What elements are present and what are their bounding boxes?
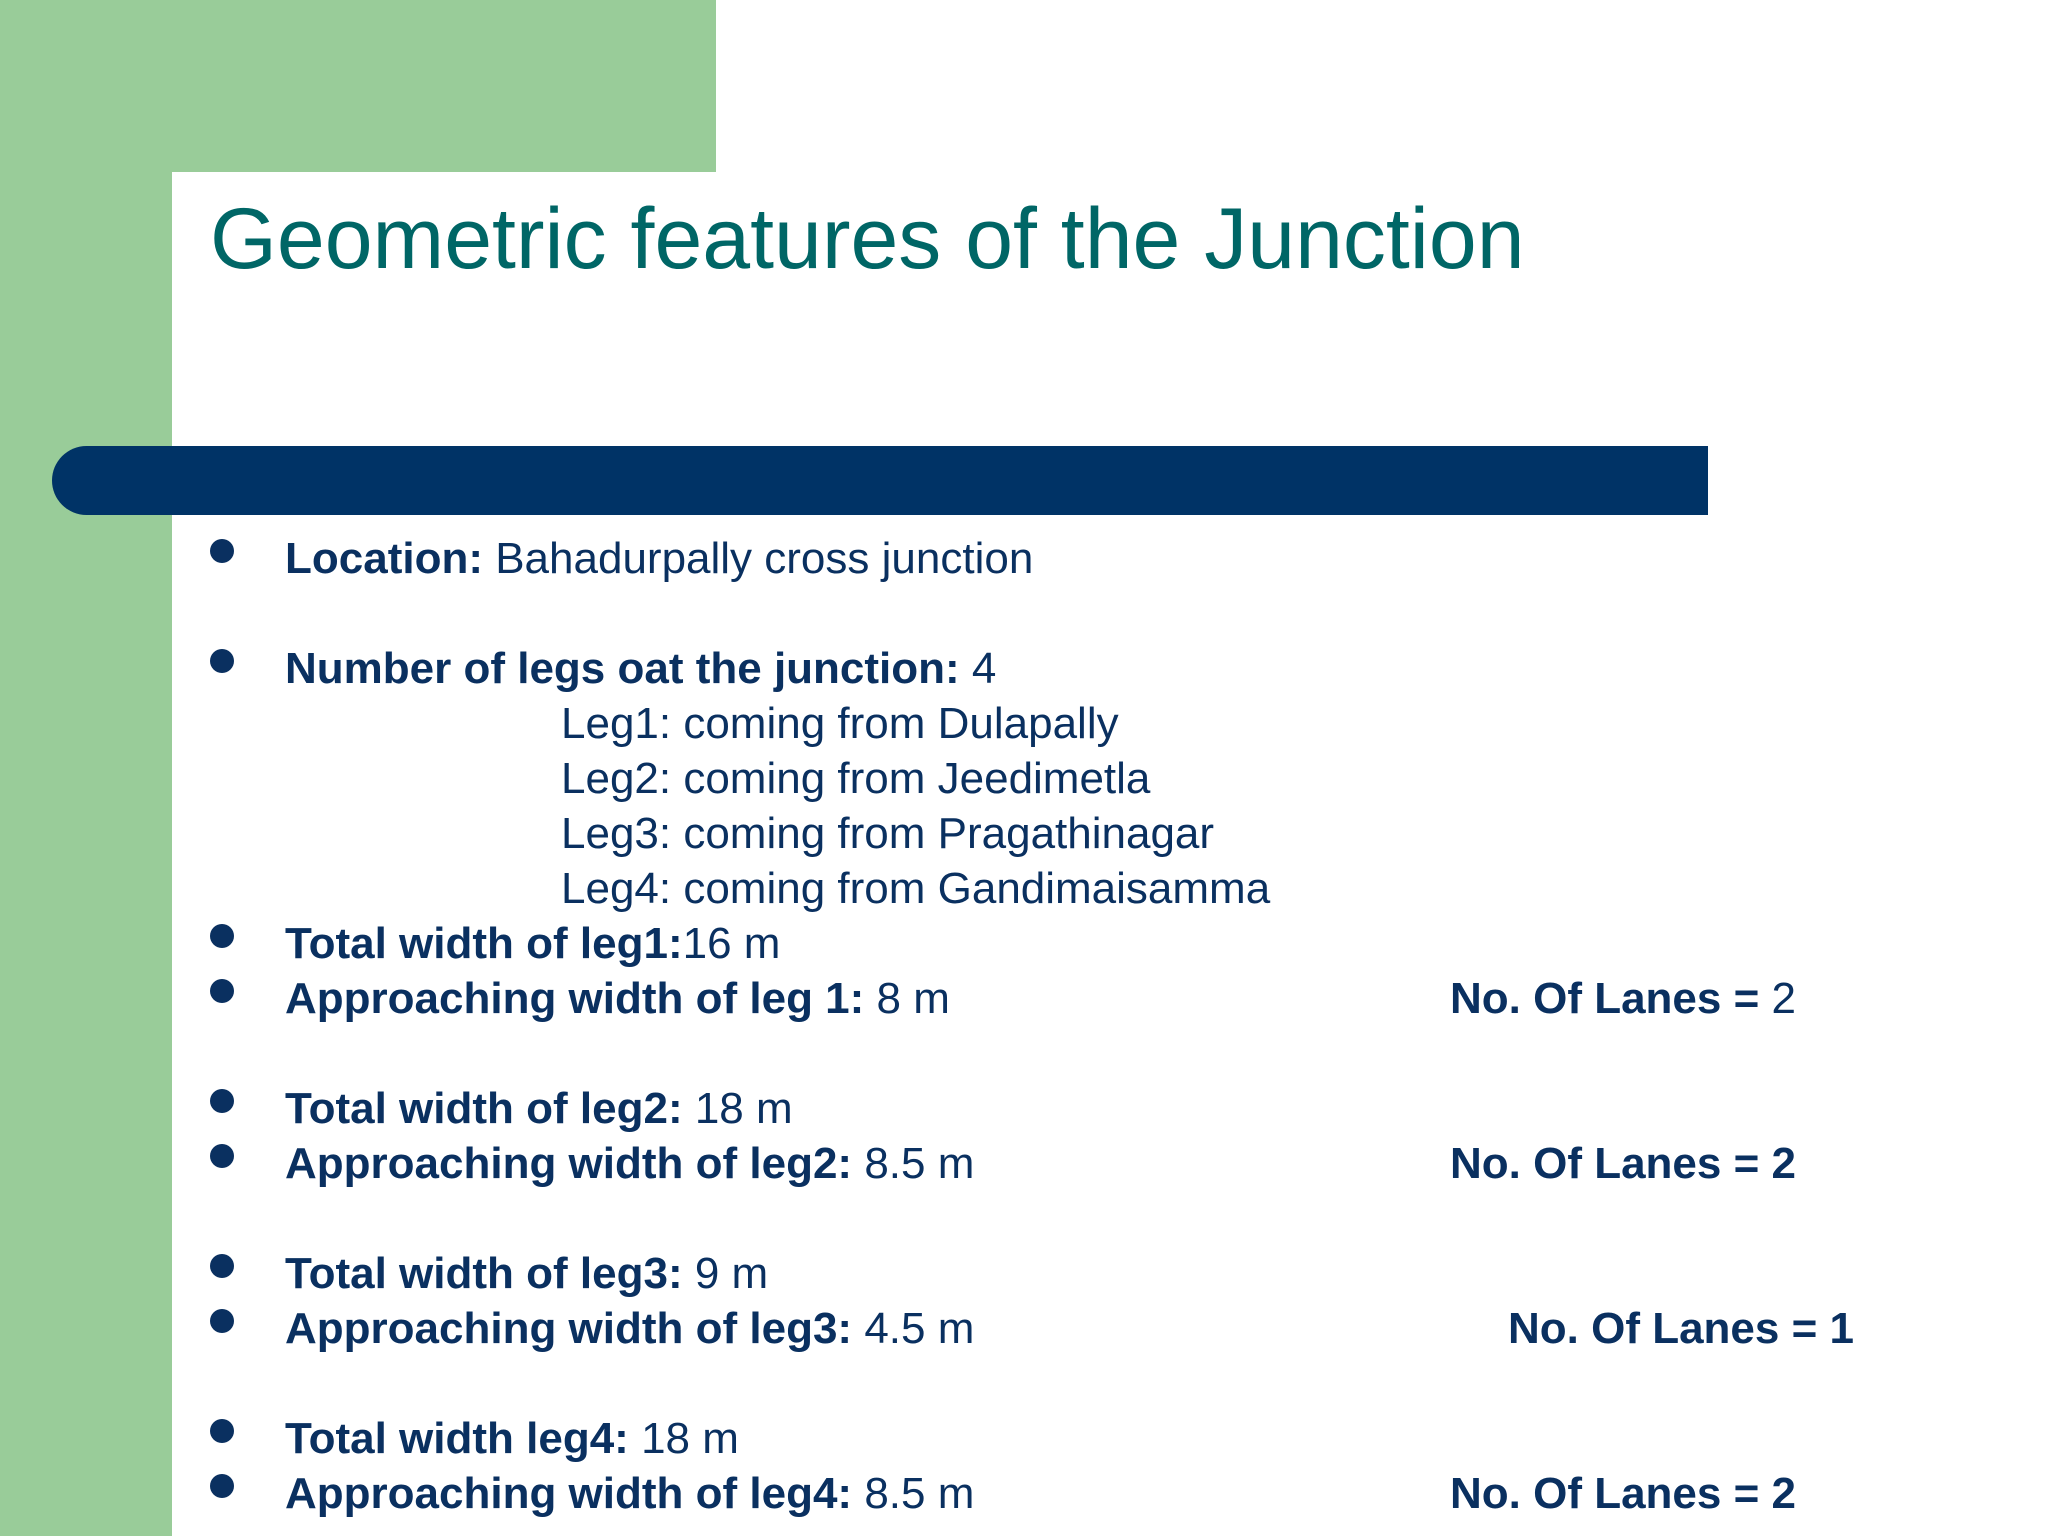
leg3-approach-label: Approaching width of leg3: — [285, 1304, 853, 1353]
location-value: Bahadurpally cross junction — [482, 534, 1034, 583]
leg1-total-item — [285, 916, 780, 971]
leg-list-item: Leg3: coming from Pragathinagar — [561, 809, 1215, 858]
bullet-dot — [210, 539, 234, 563]
leg4-approach-label: Approaching width of leg4: — [285, 1469, 853, 1518]
leg3-lanes: No. Of Lanes = 1 — [1508, 1304, 1854, 1353]
leg1-lanes-value: 2 — [1771, 974, 1796, 1023]
leg-list-item: Leg4: coming from Gandimaisamma — [561, 864, 1271, 913]
leg1-total-value: 16 m — [682, 919, 781, 968]
bullet-dot — [210, 1309, 234, 1333]
leg2-approach-value: 8.5 m — [852, 1139, 975, 1188]
leg2-lanes: No. Of Lanes = 2 — [1450, 1139, 1796, 1188]
leg4-lanes: No. Of Lanes = 2 — [1450, 1469, 1796, 1518]
leg2-approach-item — [285, 1136, 974, 1191]
legs-count-item — [285, 641, 996, 696]
leg-list-item: Leg2: coming from Jeedimetla — [561, 754, 1151, 803]
leg1-lanes — [1450, 971, 1796, 1026]
location-label: Location: — [285, 534, 483, 583]
leg1-approach-label: Approaching width of leg 1: — [285, 974, 865, 1023]
bullet-dot — [210, 1254, 234, 1278]
leg3-approach-value: 4.5 m — [852, 1304, 975, 1353]
bullet-dot — [210, 649, 234, 673]
location-item — [285, 531, 1033, 586]
leg4-total-value: 18 m — [628, 1414, 739, 1463]
leg4-approach-value: 8.5 m — [852, 1469, 975, 1518]
leg3-total-value: 9 m — [682, 1249, 769, 1298]
leg4-approach-item — [285, 1466, 974, 1521]
leg-list-item: Leg1: coming from Dulapally — [561, 699, 1119, 748]
leg1-approach-item — [285, 971, 950, 1026]
bullet-dot — [210, 1089, 234, 1113]
bullet-dot — [210, 979, 234, 1003]
leg2-total-item — [285, 1081, 793, 1136]
leg3-total-item — [285, 1246, 768, 1301]
leg1-total-label: Total width of leg1: — [285, 919, 683, 968]
leg3-total-label: Total width of leg3: — [285, 1249, 683, 1298]
leg3-approach-item — [285, 1301, 974, 1356]
bullet-dot — [210, 1474, 234, 1498]
legs-count-label: Number of legs oat the junction: — [285, 644, 960, 693]
leg2-total-label: Total width of leg2: — [285, 1084, 683, 1133]
leg2-approach-label: Approaching width of leg2: — [285, 1139, 853, 1188]
leg1-approach-value: 8 m — [864, 974, 950, 1023]
leg4-total-label: Total width leg4: — [285, 1414, 629, 1463]
bullet-dot — [210, 1419, 234, 1443]
leg4-total-item — [285, 1411, 739, 1466]
bullet-dot — [210, 1144, 234, 1168]
legs-count-value: 4 — [959, 644, 997, 693]
slide-title: Geometric features of the Junction — [210, 191, 1525, 287]
leg1-lanes-label: No. Of Lanes = — [1450, 974, 1772, 1023]
bullet-dot — [210, 924, 234, 948]
leg2-total-value: 18 m — [682, 1084, 793, 1133]
